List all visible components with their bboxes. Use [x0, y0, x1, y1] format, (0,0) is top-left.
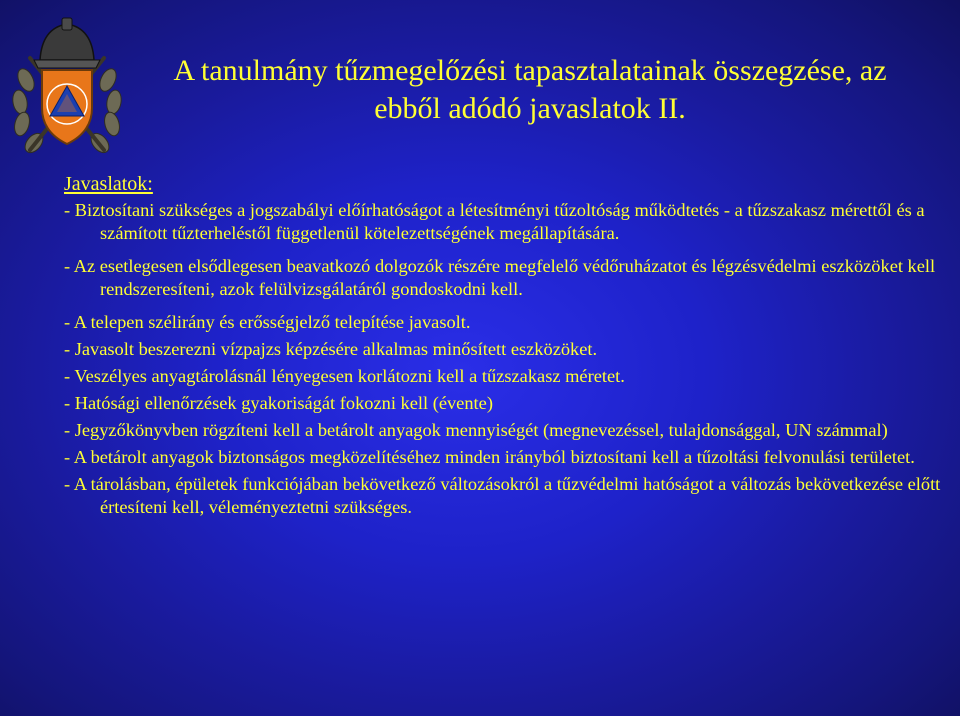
- title-line-2: ebből adódó javaslatok II.: [374, 92, 686, 125]
- section-heading: Javaslatok:: [64, 173, 153, 195]
- list-item: - Javasolt beszerezni vízpajzs képzésére alkalmas minősített eszközöket.: [64, 339, 598, 359]
- recommendation-list: [64, 199, 944, 523]
- list-item: - A betárolt anyagok biztonságos megközelítéséhez minden irányból biztosítani kell a tűzoltási felvonulási területet.: [64, 447, 915, 467]
- list-item: - Jegyzőkönyvben rögzíteni kell a betárolt anyagok mennyiségét (megnevezéssel, tulajdonsággal, UN számmal): [64, 420, 888, 440]
- list-item: - A tárolásban, épületek funkciójában bekövetkező változásokról a tűzvédelmi hatóságot a változás bekövetkezése előtt értesíteni kell, véleményeztetni szükséges.: [64, 474, 941, 517]
- title-line-1: A tanulmány tűzmegelőzési tapasztalatainak összegzése, az: [173, 54, 887, 87]
- list-item: - Veszélyes anyagtárolásnál lényegesen korlátozni kell a tűzszakasz méretet.: [64, 366, 625, 386]
- fire-brigade-emblem-icon: [4, 10, 132, 162]
- list-item: - Biztosítani szükséges a jogszabályi előírhatóságot a létesítményi tűzoltóság működtetés - a tűzszakasz mérettől és a számított tűzterheléstől függetlenül kötelezettségének megállapítására.: [64, 200, 925, 243]
- list-item: - Hatósági ellenőrzések gyakoriságát fokozni kell (évente): [64, 393, 493, 413]
- emblem-graphic: [4, 10, 132, 162]
- list-item: - A telepen szélirány és erősségjelző telepítése javasolt.: [64, 312, 471, 332]
- slide-title: [120, 52, 940, 128]
- list-item: - Az esetlegesen elsődlegesen beavatkozó dolgozók részére megfelelő védőruházatot és légzésvédelmi eszközöket kell rendszeresíteni, azok felülvizsgálatáról gondoskodni kell.: [64, 256, 936, 299]
